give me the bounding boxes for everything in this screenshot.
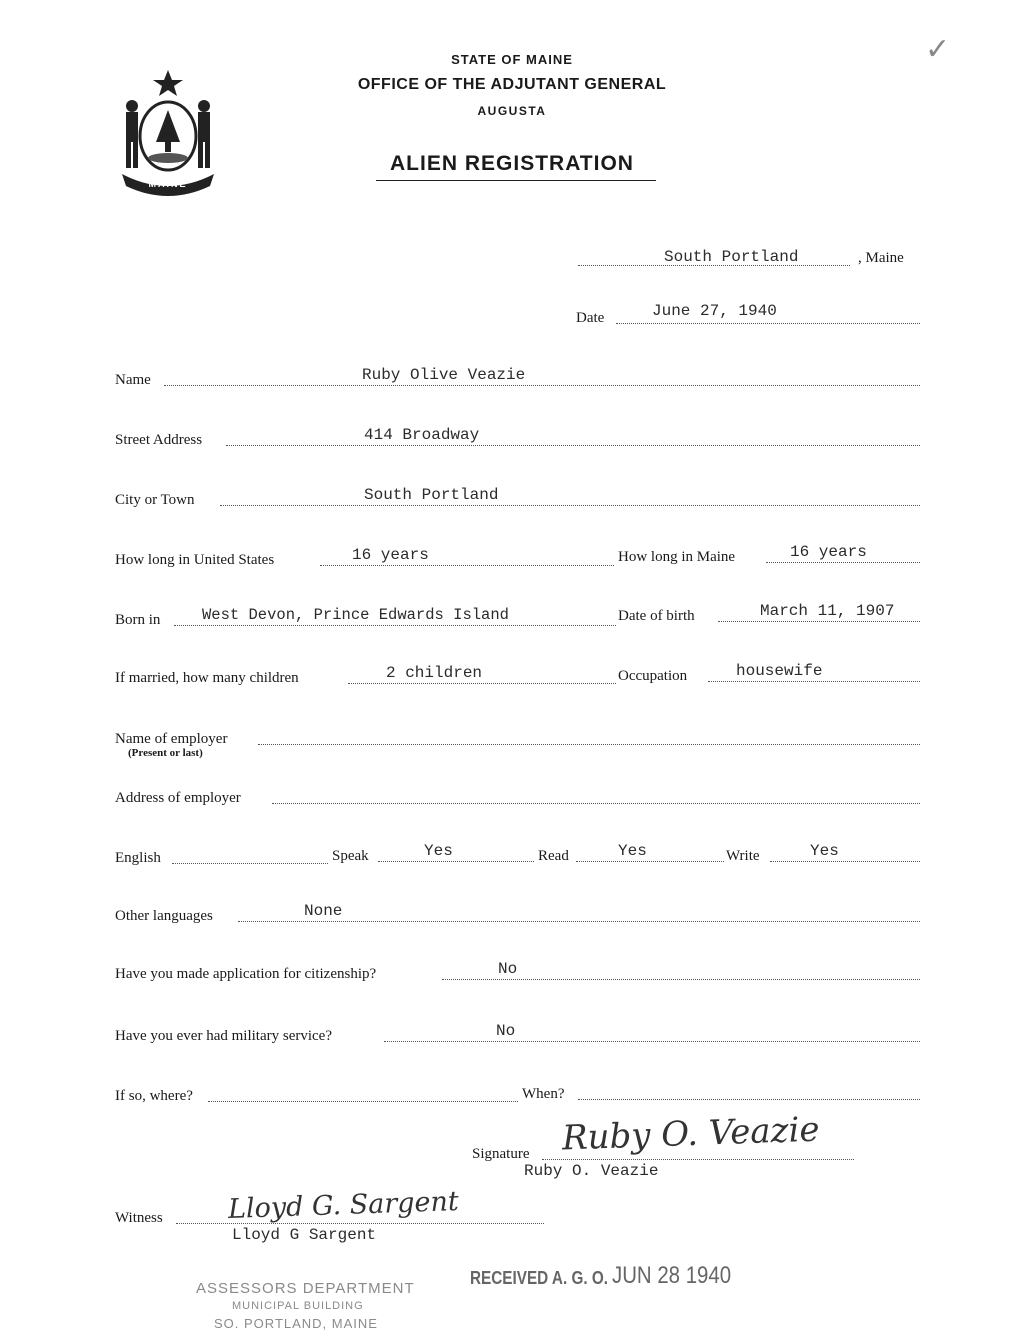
us-duration-value: 16 years — [352, 546, 429, 564]
received-stamp: RECEIVED A. G. O. — [470, 1268, 609, 1288]
speak-value: Yes — [424, 842, 453, 860]
name-label: Name — [115, 372, 151, 388]
other-languages-label: Other languages — [115, 908, 213, 924]
citizenship-line — [442, 979, 920, 980]
street-label: Street Address — [115, 432, 203, 448]
military-value: No — [496, 1022, 516, 1040]
us-duration-label: How long in United States — [115, 552, 275, 568]
office-heading: OFFICE OF THE ADJUTANT GENERAL — [357, 76, 667, 93]
children-label: If married, how many children — [115, 670, 299, 686]
name-value: Ruby Olive Veazie — [362, 366, 526, 384]
military-label: Have you ever had military service? — [115, 1028, 332, 1044]
witness-typed-name: Lloyd G Sargent — [232, 1226, 377, 1244]
employer-sublabel: (Present or last) — [128, 747, 203, 759]
seal-scroll-text: MAINE — [148, 179, 188, 189]
title-underline — [376, 180, 656, 181]
when-label: When? — [522, 1086, 565, 1102]
city-value: South Portland — [364, 486, 499, 504]
occupation-line — [708, 681, 920, 682]
street-value: 414 Broadway — [364, 426, 480, 444]
signature-label: Signature — [472, 1146, 530, 1162]
born-in-label: Born in — [115, 612, 161, 628]
city-heading: AUGUSTA — [477, 104, 547, 118]
write-value: Yes — [810, 842, 839, 860]
date-value: June 27, 1940 — [652, 302, 777, 320]
us-duration-line — [320, 565, 614, 566]
street-line — [226, 445, 920, 446]
speak-line — [378, 861, 534, 862]
employer-line — [258, 744, 920, 745]
form-title: ALIEN REGISTRATION — [390, 152, 634, 175]
maine-duration-label: How long in Maine — [618, 549, 736, 565]
birth-date-line — [718, 621, 920, 622]
born-in-line — [174, 625, 616, 626]
received-stamp-date: JUN 28 1940 — [612, 1262, 732, 1289]
place-state: , Maine — [858, 250, 904, 266]
children-line — [348, 683, 616, 684]
maine-duration-line — [766, 562, 920, 563]
maine-duration-value: 16 years — [790, 543, 867, 561]
citizenship-value: No — [498, 960, 518, 978]
other-languages-line — [238, 921, 920, 922]
birth-date-value: March 11, 1907 — [760, 602, 895, 620]
city-line — [220, 505, 920, 506]
write-label: Write — [726, 848, 760, 864]
where-label: If so, where? — [115, 1088, 193, 1104]
occupation-value: housewife — [736, 662, 823, 680]
assessors-stamp-line3: SO. PORTLAND, MAINE — [214, 1316, 378, 1331]
speak-label: Speak — [332, 848, 369, 864]
witness-label: Witness — [115, 1210, 163, 1226]
read-line — [576, 861, 724, 862]
employer-address-line — [272, 803, 920, 804]
write-line — [770, 861, 920, 862]
children-value: 2 children — [386, 664, 483, 682]
birth-date-label: Date of birth — [618, 608, 695, 624]
date-line — [616, 323, 920, 324]
witness-signature: Lloyd G. Sargent — [227, 1185, 460, 1226]
employer-address-label: Address of employer — [115, 790, 241, 806]
employer-label: Name of employer — [115, 731, 228, 747]
name-line — [164, 385, 920, 386]
date-label: Date — [576, 310, 605, 326]
read-label: Read — [538, 848, 569, 864]
signature-line — [542, 1159, 854, 1160]
when-line — [578, 1099, 920, 1100]
place-town: South Portland — [664, 248, 799, 266]
state-heading: STATE OF MAINE — [451, 52, 573, 67]
assessors-stamp-line2: MUNICIPAL BUILDING — [232, 1300, 364, 1312]
citizenship-label: Have you made application for citizenship? — [115, 966, 377, 982]
born-in-value: West Devon, Prince Edwards Island — [202, 606, 509, 624]
english-label: English — [115, 850, 161, 866]
assessors-stamp-line1: ASSESSORS DEPARTMENT — [196, 1280, 415, 1297]
english-line — [172, 863, 328, 864]
other-languages-value: None — [304, 902, 343, 920]
signature-typed-name: Ruby O. Veazie — [524, 1162, 659, 1180]
where-line — [208, 1101, 518, 1102]
check-mark: ✓ — [925, 32, 951, 67]
occupation-label: Occupation — [618, 668, 688, 684]
city-label: City or Town — [115, 492, 195, 508]
read-value: Yes — [618, 842, 647, 860]
military-line — [384, 1041, 920, 1042]
applicant-signature: Ruby O. Veazie — [561, 1109, 821, 1159]
